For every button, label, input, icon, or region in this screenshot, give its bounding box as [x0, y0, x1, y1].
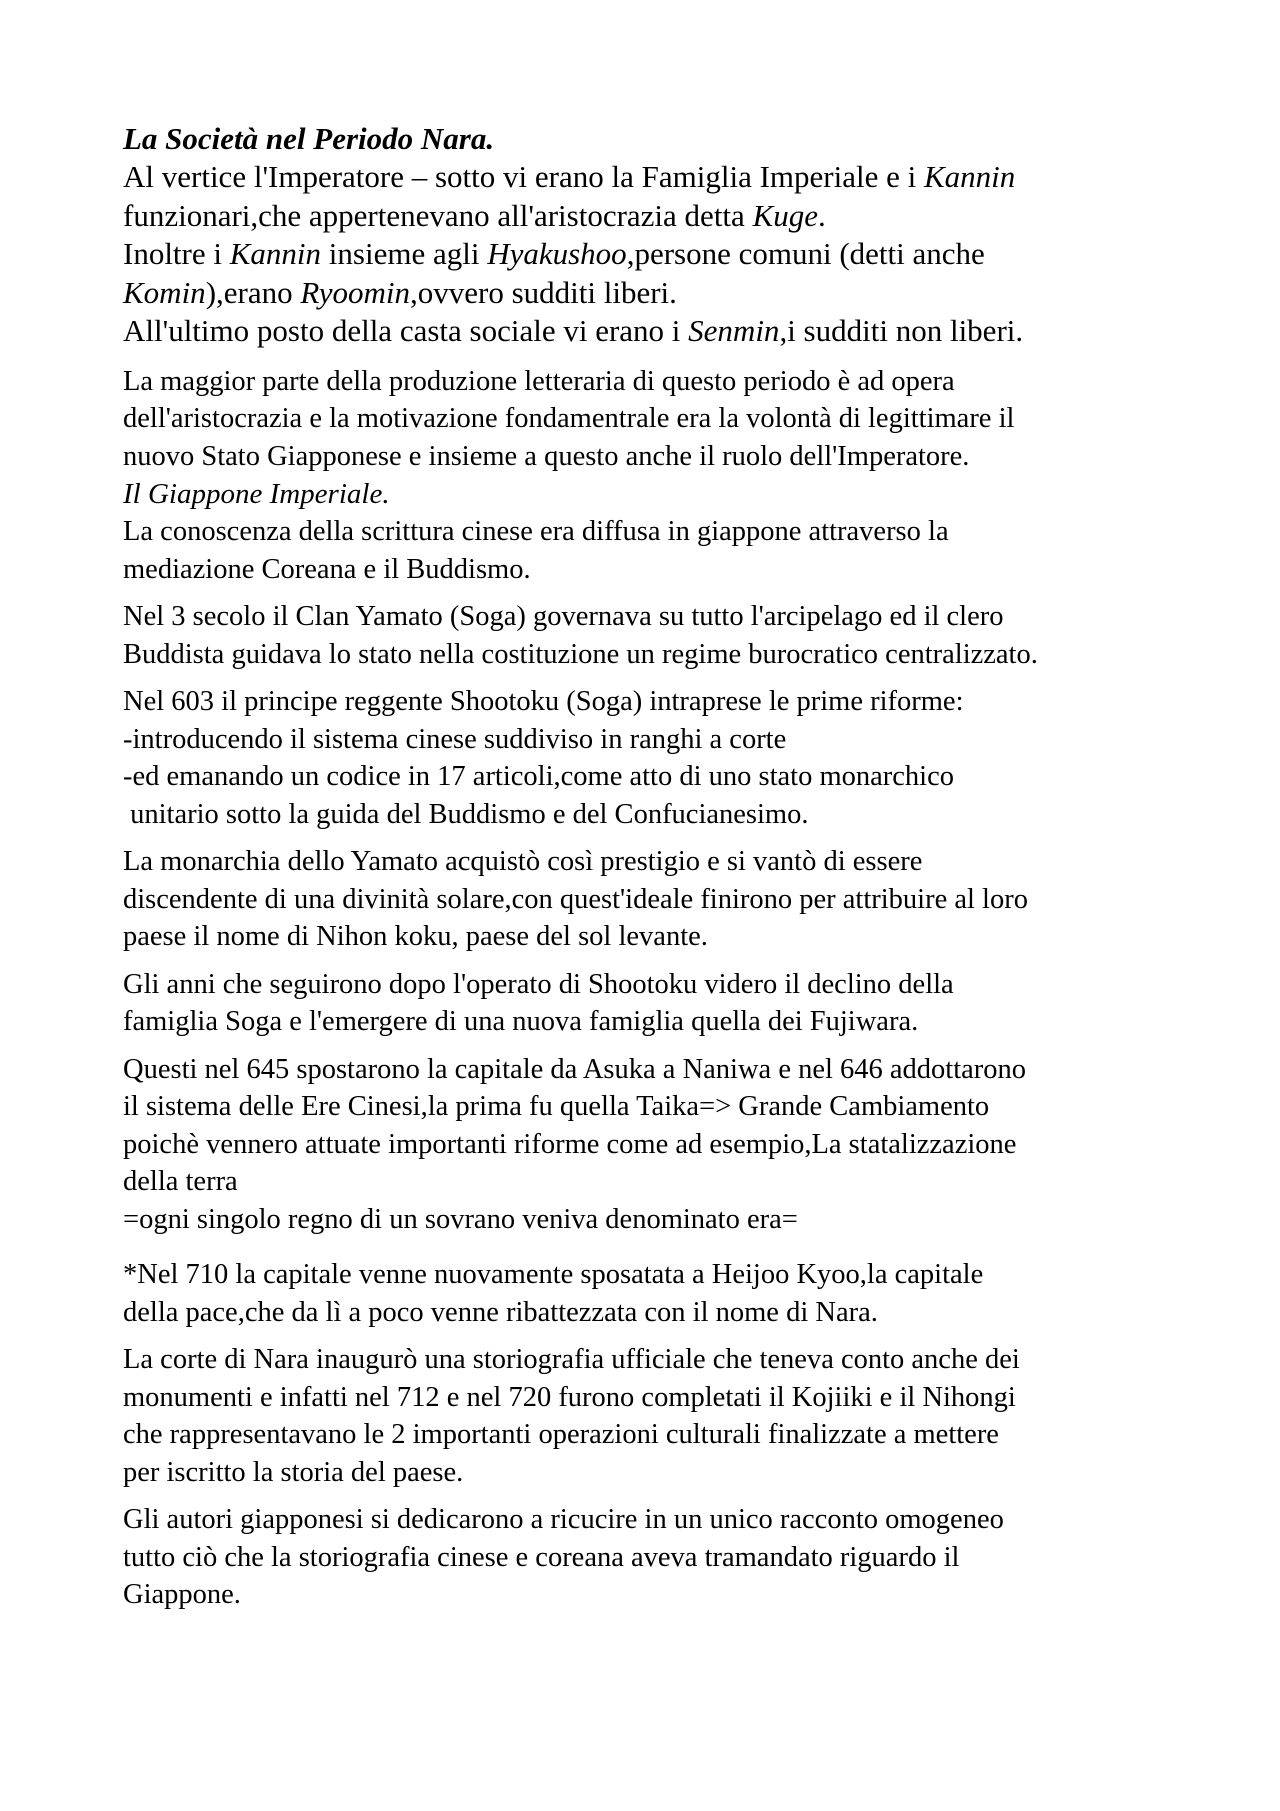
paragraph-8: *Nel 710 la capitale venne nuovamente sposatata a Heijoo Kyoo,la capitale della pace,che da lì a poco venne ribattezzata con il nome di Nara.	[123, 1259, 984, 1328]
paragraph-6: Gli anni che seguirono dopo l'operato di Shootoku videro il declino della famiglia Soga e l'emergere di una nuova famiglia quella dei Fujiwara.	[123, 968, 954, 1037]
intro-paragraph	[123, 158, 1183, 351]
paragraph-1: La maggior parte della produzione letteraria di questo periodo è ad opera dell'aristocrazia e la motivazione fondamentrale era la volontà di legittimare il nuovo Stato Giapponese e insieme a questo anche il ruolo dell'Imperatore.	[123, 365, 1015, 472]
paragraph-2: La conoscenza della scrittura cinese era diffusa in giappone attraverso la mediazione Coreana e il Buddismo.	[123, 516, 949, 585]
intro-line-5: All'ultimo posto della casta sociale vi erano i Senmin,i sudditi non liberi.	[123, 313, 1024, 348]
intro-line-1: Al vertice l'Imperatore – sotto vi erano la Famiglia Imperiale e i Kannin	[123, 159, 1016, 194]
paragraph-5: La monarchia dello Yamato acquistò così prestigio e si vantò di essere discendente di una divinità solare,con quest'ideale finirono per attribuire al loro paese il nome di Nihon koku, paese del sol levante.	[123, 846, 1028, 952]
intro-line-4: Komin),erano Ryoomin,ovvero sudditi liberi.	[123, 274, 677, 310]
paragraph-7: Questi nel 645 spostarono la capitale da Asuka a Naniwa e nel 646 addottarono il sistema delle Ere Cinesi,la prima fu quella Taika=> Grande Cambiamento poichè vennero attuate importanti riforme come ad esempio,La statalizzazione della terra =ogni singolo regno di un sovrano veniva denominato era=	[123, 1053, 1027, 1235]
paragraph-10: Gli autori giapponesi si dedicarono a ricucire in un unico racconto omogeneo tutto ciò che la storiografia cinese e coreana aveva tramandato riguardo il Giappone.	[123, 1504, 1004, 1610]
document-page	[123, 120, 1183, 1614]
paragraph-4: Nel 603 il principe reggente Shootoku (Soga) intraprese le prime riforme: -introducendo il sistema cinese suddiviso in ranghi a corte -ed emanando un codice in 17 articoli,come atto di uno stato monarchico unitario sotto la guida del Buddismo e del Confucianesimo.	[123, 686, 964, 830]
intro-line-2: funzionari,che appertenevano all'aristocrazia detta Kuge.	[123, 197, 826, 233]
paragraph-9: La corte di Nara inaugurò una storiografia ufficiale che teneva conto anche dei monumenti e infatti nel 712 e nel 720 furono completati il Kojiiki e il Nihongi che rappresentavano le 2 importanti operazioni culturali finalizzate a mettere per iscritto la storia del paese.	[123, 1344, 1020, 1488]
document-title: La Società nel Periodo Nara.	[123, 121, 495, 156]
paragraph-3: Nel 3 secolo il Clan Yamato (Soga) governava su tutto l'arcipelago ed il clero Buddista guidava lo stato nella costituzione un regime burocratico centralizzato.	[123, 601, 1038, 670]
section-subheading: Il Giappone Imperiale.	[123, 478, 390, 510]
intro-line-3: Inoltre i Kannin insieme agli Hyakushoo,persone comuni (detti anche	[123, 236, 985, 271]
